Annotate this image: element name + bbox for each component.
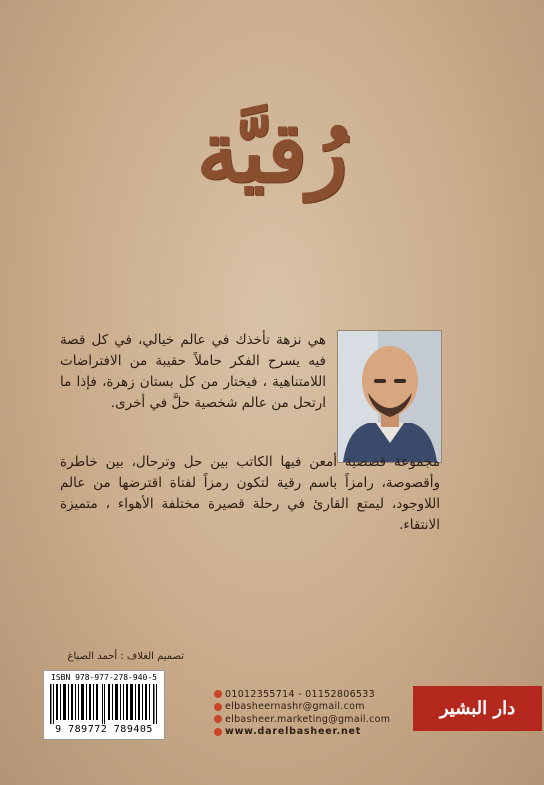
cover-design-credit: تصميم الغلاف : أحمد الصباغ	[67, 651, 184, 662]
phone-icon	[214, 690, 222, 698]
publisher-logo	[413, 686, 542, 731]
website-row	[214, 726, 414, 739]
globe-icon	[214, 728, 222, 736]
email-icon	[214, 703, 222, 711]
email-address-1[interactable]: elbasheernashr@gmail.com	[225, 701, 365, 713]
author-photo	[337, 330, 442, 463]
publisher-contacts	[214, 688, 414, 738]
blurb-paragraph-1: هي نزهة تأخذك في عالم خيالي، في كل قصة فيه يسرح الفكر حاملاً حقيبة من الافتراضات اللامتناهية ، فيختار من كل بستان زهرة، فإذا ما ارتحل من عالم شخصية حلَّ في أخرى.	[60, 332, 326, 411]
phone-numbers: 01012355714 - 01152806533	[225, 688, 375, 700]
email-row-1	[214, 701, 414, 714]
barcode-bars	[50, 684, 158, 724]
blurb-paragraph-2: مجموعة قصصية أمعن فيها الكاتب بين حل وترحال، بين خاطرة وأقصوصة، رامزاً باسم رقية لتكون رمزاً لفتاة اقترضها من عالم اللاوجود، ليمتع القارئ في رحلة قصيرة مختلفة الأهواء ، متميزة الانتقاء.	[60, 454, 440, 533]
book-title: رُقيَّة	[196, 102, 348, 201]
isbn-barcode	[43, 670, 165, 740]
email-row-2	[214, 713, 414, 726]
isbn-number: 9 789772 789405	[55, 724, 153, 735]
isbn-label: ISBN 978-977-278-940-5	[51, 673, 157, 682]
publisher-logo-text: دار البشير	[439, 698, 516, 719]
website-url[interactable]: www.darelbasheer.net	[225, 726, 362, 738]
email-icon	[214, 715, 222, 723]
phone-row	[214, 688, 414, 701]
email-address-2[interactable]: elbasheer.marketing@gmail.com	[225, 713, 391, 725]
